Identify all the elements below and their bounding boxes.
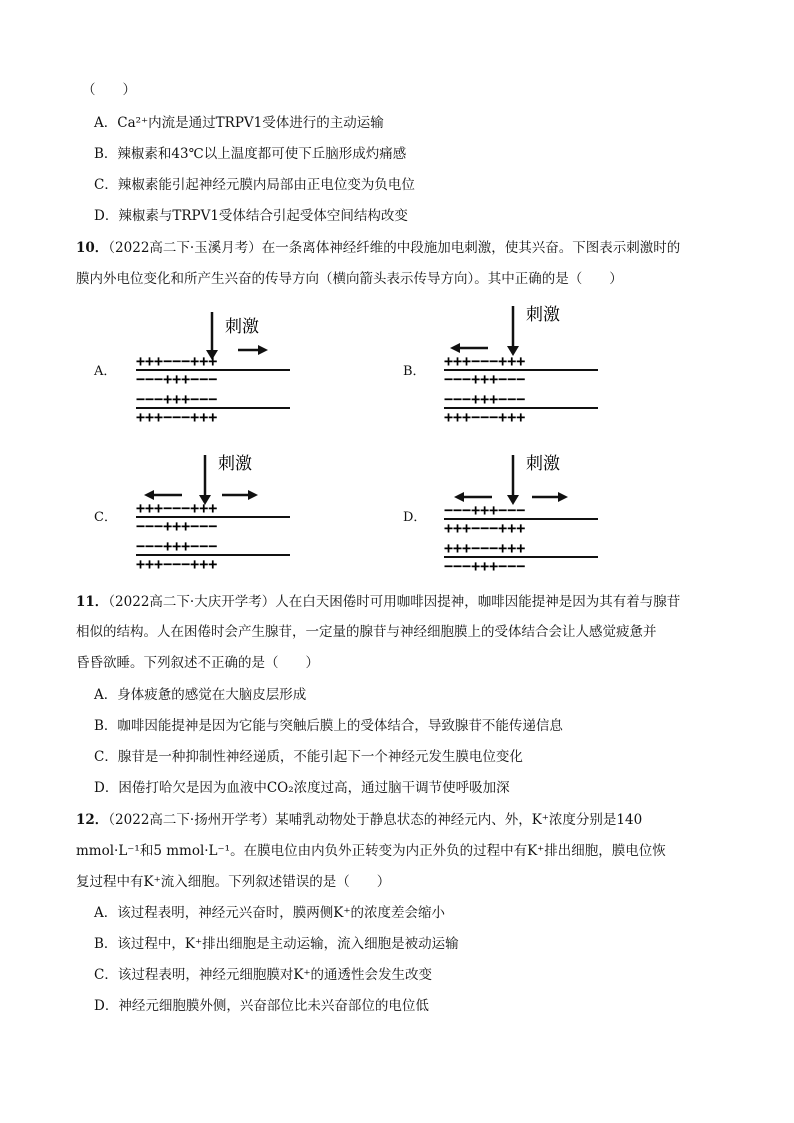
q10-option-d-label[interactable]: D． — [403, 510, 427, 525]
question-text: 在一条离体神经纤维的中段施加电刺激，使其兴奋。下图表示刺激时的 — [261, 240, 681, 256]
q11-option-a[interactable] — [94, 686, 306, 704]
top-outer-charges: +++−−−+++ — [136, 352, 218, 370]
q12-option-c[interactable] — [94, 966, 432, 984]
option-text: 辣椒素能引起神经元膜内局部由正电位变为负电位 — [117, 177, 415, 193]
top-inner-charges: −−−+++−−− — [444, 370, 526, 388]
q10-option-c-diagram[interactable] — [120, 445, 310, 575]
q10-option-b-diagram[interactable] — [428, 296, 618, 426]
conduction-arrowhead-right — [248, 490, 258, 500]
option-letter: A． — [94, 905, 118, 921]
option-text: 辣椒素与TRPV1受体结合引起受体空间结构改变 — [118, 208, 408, 224]
bottom-inner-charges: −−−+++−−− — [136, 537, 218, 555]
option-text: 该过程表明，神经元细胞膜对K⁺的通透性会发生改变 — [117, 967, 433, 983]
q9-option-d[interactable] — [94, 207, 408, 225]
bottom-inner-charges: −−−+++−−− — [136, 390, 218, 408]
question-number: 12． — [76, 812, 109, 828]
bottom-inner-charges: +++−−−+++ — [444, 539, 526, 557]
top-inner-charges: +++−−−+++ — [444, 519, 526, 537]
q11-option-d[interactable] — [94, 779, 510, 797]
q12-option-d[interactable] — [94, 997, 429, 1015]
question-source: （2022高二下·玉溪月考） — [108, 240, 262, 256]
q12-stem-line2: mmol·L⁻¹和5 mmol·L⁻¹。在膜电位由内负外正转变为内正外负的过程中有K⁺排出细胞，膜电位恢 — [76, 843, 666, 859]
q12-option-b[interactable] — [94, 935, 459, 953]
bottom-inner-charges: −−−+++−−− — [444, 390, 526, 408]
question-text: 人在白天困倦时可用咖啡因提神，咖啡因能提神是因为其有着与腺苷 — [275, 594, 681, 610]
stimulus-label: 刺激 — [526, 305, 560, 325]
option-text: 身体疲惫的感觉在大脑皮层形成 — [117, 687, 307, 703]
question-source: （2022高二下·大庆开学考） — [108, 594, 276, 610]
q9-answer-paren: （ ） — [82, 82, 136, 98]
q10-option-d-diagram[interactable] — [428, 445, 618, 575]
option-text: 腺苷是一种抑制性神经递质，不能引起下一个神经元发生膜电位变化 — [117, 749, 523, 765]
q11-stem-line2: 相似的结构。人在困倦时会产生腺苷，一定量的腺苷与神经细胞膜上的受体结合会让人感觉疲惫并 — [76, 624, 657, 640]
q11-stem-line3: 昏昏欲睡。下列叙述不正确的是（ ） — [76, 655, 319, 671]
bottom-outer-charges: +++−−−+++ — [444, 408, 526, 426]
option-letter: B． — [94, 718, 118, 734]
bottom-outer-charges: +++−−−+++ — [136, 555, 218, 573]
question-number: 10． — [76, 240, 109, 256]
q12-option-a[interactable] — [94, 904, 445, 922]
stimulus-label: 刺激 — [225, 317, 259, 337]
question-source: （2022高二下·扬州开学考） — [108, 812, 276, 828]
option-text: 咖啡因能提神是因为它能与突触后膜上的受体结合，导致腺苷不能传递信息 — [117, 718, 563, 734]
q10-option-b-label[interactable]: B． — [403, 364, 426, 379]
top-inner-charges: −−−+++−−− — [136, 370, 218, 388]
q10-stem-line2: 膜内外电位变化和所产生兴奋的传导方向（横向箭头表示传导方向）。其中正确的是（ ） — [76, 271, 623, 287]
option-letter: C． — [94, 749, 118, 765]
bottom-outer-charges: −−−+++−−− — [444, 557, 526, 575]
option-text: 神经元细胞膜外侧，兴奋部位比未兴奋部位的电位低 — [118, 998, 429, 1014]
conduction-arrowhead-right — [258, 345, 268, 355]
q9-option-c[interactable] — [94, 176, 415, 194]
option-letter: C． — [94, 967, 118, 983]
q9-option-b[interactable] — [94, 145, 406, 163]
question-text: 某哺乳动物处于静息状态的神经元内、外，K⁺浓度分别是140 — [275, 812, 643, 828]
option-letter: C． — [94, 177, 118, 193]
q11-stem-line1 — [76, 593, 680, 611]
option-letter: D． — [94, 208, 119, 224]
q11-option-b[interactable] — [94, 717, 563, 735]
q10-option-a-label[interactable]: A． — [94, 364, 117, 379]
q9-option-a[interactable] — [94, 114, 384, 132]
option-letter: D． — [94, 998, 119, 1014]
bottom-outer-charges: +++−−−+++ — [136, 408, 218, 426]
top-outer-charges: +++−−−+++ — [444, 352, 526, 370]
option-text: 困倦打哈欠是因为血液中CO₂浓度过高，通过脑干调节使呼吸加深 — [118, 780, 510, 796]
stimulus-label: 刺激 — [526, 454, 560, 474]
option-text: 辣椒素和43℃以上温度都可使下丘脑形成灼痛感 — [117, 146, 407, 162]
conduction-arrowhead-right — [558, 492, 568, 502]
q10-stem-line1 — [76, 239, 680, 257]
q10-option-a-diagram[interactable] — [120, 300, 310, 430]
q11-option-c[interactable] — [94, 748, 523, 766]
q10-option-c-label[interactable]: C． — [94, 510, 117, 525]
q12-stem-line3: 复过程中有K⁺流入细胞。下列叙述错误的是（ ） — [76, 874, 391, 890]
option-letter: A． — [94, 687, 118, 703]
top-inner-charges: −−−+++−−− — [136, 517, 218, 535]
option-letter: D． — [94, 780, 119, 796]
option-letter: A． — [94, 115, 118, 131]
q12-stem-line1 — [76, 811, 642, 829]
option-text: 该过程中，K⁺排出细胞是主动运输，流入细胞是被动运输 — [117, 936, 459, 952]
option-letter: B． — [94, 936, 118, 952]
question-number: 11． — [76, 594, 109, 610]
option-text: 该过程表明，神经元兴奋时，膜两侧K⁺的浓度差会缩小 — [117, 905, 445, 921]
option-letter: B． — [94, 146, 118, 162]
top-outer-charges: −−−+++−−− — [444, 501, 526, 519]
stimulus-label: 刺激 — [218, 454, 252, 474]
top-outer-charges: +++−−−+++ — [136, 499, 218, 517]
option-text: Ca²⁺内流是通过TRPV1受体进行的主动运输 — [117, 115, 384, 131]
